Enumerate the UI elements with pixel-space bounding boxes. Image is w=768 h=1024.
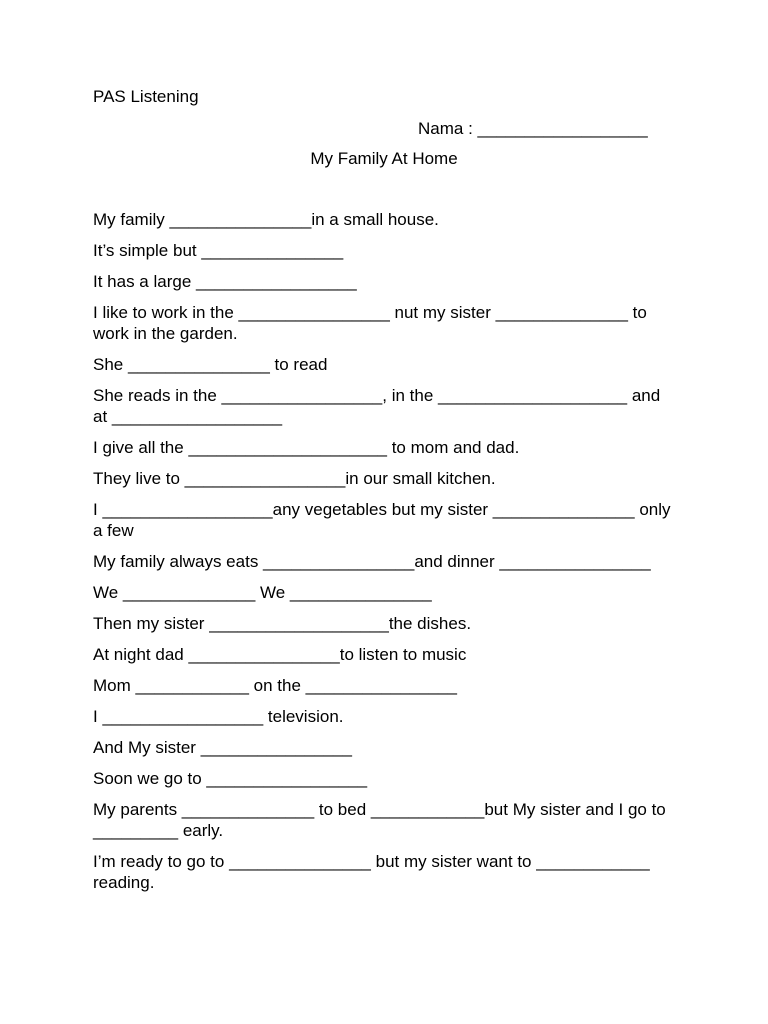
sentence-line: Then my sister ___________________the dishes.	[93, 614, 472, 633]
sentence-line: It has a large _________________	[93, 272, 357, 291]
sentence-line: I __________________any vegetables but my sister _______________ only a few	[93, 500, 676, 540]
worksheet-title: My Family At Home	[310, 149, 458, 168]
document-label: PAS Listening	[93, 87, 199, 106]
sentence-line: Mom ____________ on the ________________	[93, 676, 457, 695]
fill-in-sentences	[93, 209, 676, 903]
sentence-line: They live to _________________in our small kitchen.	[93, 469, 496, 488]
sentence-line: At night dad ________________to listen to music	[93, 645, 467, 664]
sentence-line: I _________________ television.	[93, 707, 344, 726]
sentence-line: It’s simple but _______________	[93, 241, 344, 260]
sentence-line: I give all the _____________________ to mom and dad.	[93, 438, 520, 457]
sentence-line: I like to work in the ________________ nut my sister ______________ to work in the garden.	[93, 303, 652, 343]
sentence-line: I’m ready to go to _______________ but my sister want to ____________ reading.	[93, 852, 655, 892]
name-field-line: Nama : __________________	[418, 119, 648, 138]
sentence-line: My family always eats ________________and dinner ________________	[93, 552, 651, 571]
sentence-line: We ______________ We _______________	[93, 583, 432, 602]
sentence-line: Soon we go to _________________	[93, 769, 368, 788]
sentence-line: She reads in the _________________, in the ____________________ and at __________________	[93, 386, 665, 426]
sentence-line: She _______________ to read	[93, 355, 328, 374]
sentence-line: And My sister ________________	[93, 738, 352, 757]
sentence-line: My parents ______________ to bed ____________but My sister and I go to _________ early.	[93, 800, 671, 840]
sentence-line: My family _______________in a small house.	[93, 210, 439, 229]
